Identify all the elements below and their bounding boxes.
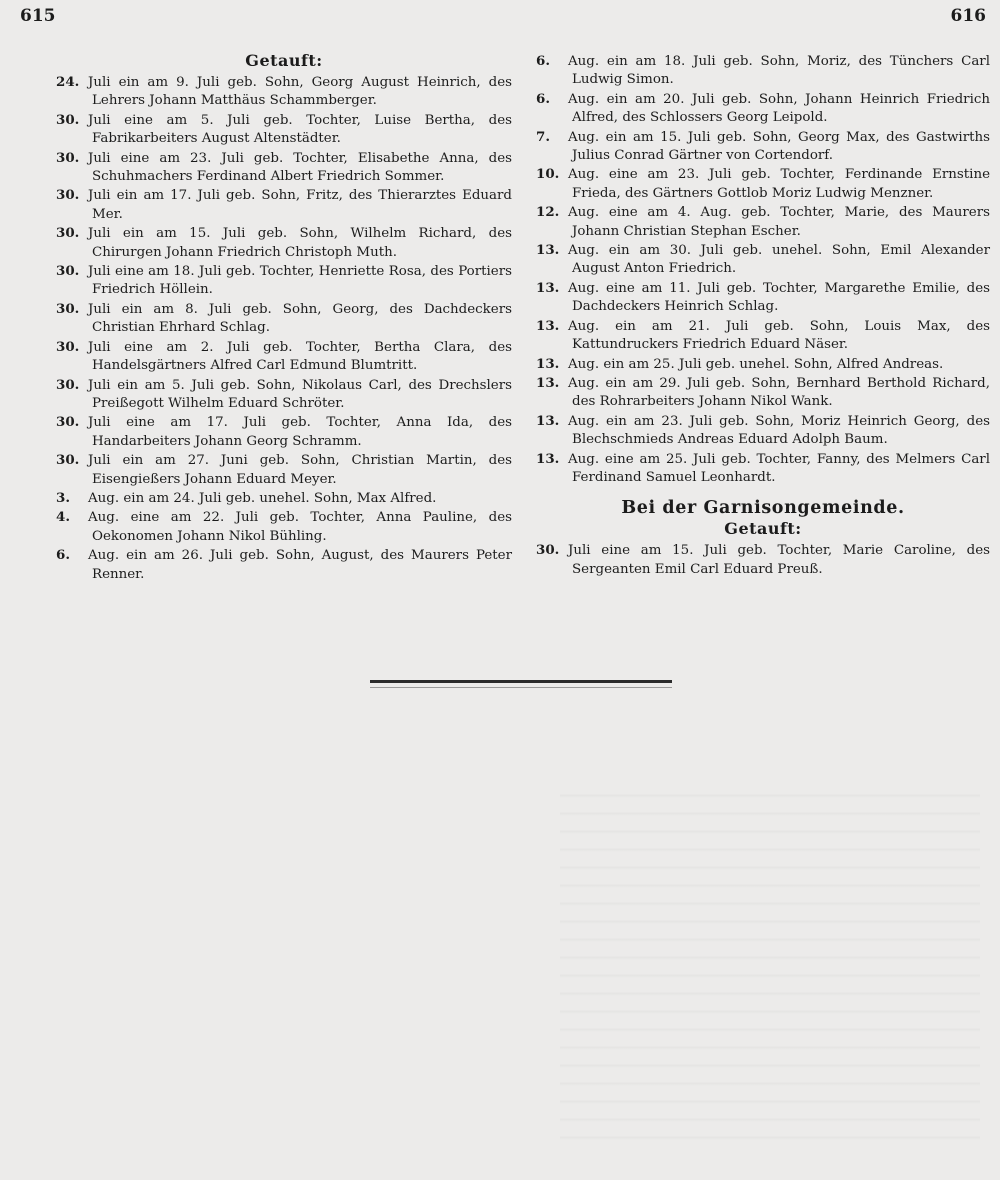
entry-text: Aug. ein am 24. Juli geb. unehel. Sohn, Max Alfred. <box>88 490 437 506</box>
page-number-left: 615 <box>20 6 56 26</box>
entry-date: 30. <box>56 300 80 317</box>
baptism-entry <box>56 338 512 376</box>
entry-date: 30. <box>536 542 560 559</box>
baptism-entry <box>536 203 990 241</box>
entry-text: Aug. eine am 4. Aug. geb. Tochter, Marie, des Maurers Johann Christian Stephan Escher. <box>568 205 990 239</box>
baptism-entry <box>536 279 990 317</box>
baptism-entry <box>536 541 990 579</box>
entry-date: 7. <box>536 128 550 145</box>
entry-text: Juli ein am 9. Juli geb. Sohn, Georg August Heinrich, des Lehrers Johann Matthäus Schammberger. <box>88 75 512 109</box>
baptism-list-garrison <box>536 541 990 579</box>
entry-date: 30. <box>56 187 80 204</box>
baptism-entry <box>536 374 990 412</box>
entry-text: Juli ein am 15. Juli geb. Sohn, Wilhelm Richard, des Chirurgen Johann Friedrich Christoph Muth. <box>88 226 512 260</box>
baptism-list-right <box>536 52 990 487</box>
entry-date: 13. <box>536 242 560 259</box>
entry-date: 30. <box>56 338 80 355</box>
entry-text: Juli ein am 17. Juli geb. Sohn, Fritz, des Thierarztes Eduard Mer. <box>88 188 512 222</box>
baptism-entry <box>56 300 512 338</box>
section-divider-shadow <box>370 687 672 688</box>
entry-date: 13. <box>536 450 560 467</box>
baptism-entry <box>536 241 990 279</box>
entry-date: 13. <box>536 317 560 334</box>
baptism-entry <box>536 52 990 90</box>
entry-date: 30. <box>56 263 80 280</box>
baptism-entry <box>536 450 990 488</box>
entry-text: Aug. ein am 29. Juli geb. Sohn, Bernhard Berthold Richard, des Rohrarbeiters Johann Nikol Wank. <box>568 375 990 410</box>
entry-text: Aug. ein am 26. Juli geb. Sohn, August, des Maurers Peter Renner. <box>88 548 512 582</box>
entry-date: 12. <box>536 204 560 221</box>
entry-date: 6. <box>536 90 550 107</box>
bleed-through-texture <box>560 780 980 1140</box>
entry-date: 30. <box>56 149 80 166</box>
entry-date: 13. <box>536 374 560 391</box>
entry-date: 30. <box>56 376 80 393</box>
baptism-entry <box>56 111 512 149</box>
baptism-entry <box>536 90 990 128</box>
baptism-entry <box>56 451 512 489</box>
entry-date: 6. <box>536 53 550 69</box>
entry-date: 4. <box>56 509 70 526</box>
entry-date: 30. <box>56 225 80 242</box>
entry-text: Juli ein am 8. Juli geb. Sohn, Georg, des Dachdeckers Christian Ehrhard Schlag. <box>88 301 512 336</box>
entry-text: Juli eine am 17. Juli geb. Tochter, Anna Ida, des Handarbeiters Johann Georg Schramm. <box>88 415 512 449</box>
garrison-subheading: Getauft: <box>724 519 802 539</box>
entry-text: Juli eine am 2. Juli geb. Tochter, Bertha Clara, des Handelsgärtners Alfred Carl Edmund Blumtritt. <box>88 339 512 374</box>
entry-date: 10. <box>536 166 560 183</box>
baptism-entry <box>56 376 512 414</box>
entry-text: Juli ein am 27. Juni geb. Sohn, Christian Martin, des Eisengießers Johann Eduard Meyer. <box>88 453 512 487</box>
entry-date: 13. <box>536 355 560 372</box>
entry-text: Aug. ein am 21. Juli geb. Sohn, Louis Max, des Kattundruckers Friedrich Eduard Näser. <box>568 318 990 353</box>
entry-text: Aug. ein am 30. Juli geb. unehel. Sohn, Emil Alexander August Anton Friedrich. <box>568 243 990 277</box>
entry-text: Aug. ein am 23. Juli geb. Sohn, Moriz Heinrich Georg, des Blechschmieds Andreas Eduard Adolph Baum. <box>568 413 990 448</box>
page-number-right: 616 <box>950 6 986 26</box>
entry-text: Aug. eine am 22. Juli geb. Tochter, Anna Pauline, des Oekonomen Johann Nikol Bühling. <box>88 510 512 544</box>
entry-date: 6. <box>56 547 70 564</box>
entry-text: Juli ein am 5. Juli geb. Sohn, Nikolaus Carl, des Drechslers Preißegott Wilhelm Eduard Schröter. <box>88 377 512 411</box>
entry-text: Juli eine am 18. Juli geb. Tochter, Henriette Rosa, des Portiers Friedrich Höllein. <box>88 264 512 298</box>
entry-date: 13. <box>536 412 560 429</box>
entry-text: Aug. ein am 15. Juli geb. Sohn, Georg Max, des Gastwirths Julius Conrad Gärtner von Cortendorf. <box>568 129 990 164</box>
section-divider <box>370 680 672 683</box>
entry-date: 30. <box>56 452 80 469</box>
baptism-list-left <box>56 73 512 584</box>
left-column <box>56 52 512 584</box>
entry-text: Aug. eine am 25. Juli geb. Tochter, Fanny, des Melmers Carl Ferdinand Samuel Leonhardt. <box>568 451 990 485</box>
section-heading-baptized: Getauft: <box>245 51 323 70</box>
baptism-entry <box>536 128 990 166</box>
baptism-entry <box>56 546 512 584</box>
entry-date: 24. <box>56 74 80 90</box>
baptism-entry <box>56 224 512 262</box>
entry-text: Aug. ein am 25. Juli geb. unehel. Sohn, Alfred Andreas. <box>568 356 944 372</box>
entry-date: 13. <box>536 279 560 296</box>
baptism-entry <box>536 355 990 374</box>
entry-date: 3. <box>56 489 70 506</box>
baptism-entry <box>536 165 990 203</box>
entry-date: 30. <box>56 111 80 128</box>
baptism-entry <box>536 412 990 450</box>
baptism-entry <box>56 186 512 224</box>
entry-text: Aug. eine am 11. Juli geb. Tochter, Margarethe Emilie, des Dachdeckers Heinrich Schlag. <box>568 280 990 315</box>
garrison-heading: Bei der Garnisongemeinde. <box>621 498 905 519</box>
entry-text: Juli eine am 5. Juli geb. Tochter, Luise Bertha, des Fabrikarbeiters August Altenstädter. <box>88 112 512 147</box>
entry-date: 30. <box>56 414 80 431</box>
entry-text: Aug. ein am 20. Juli geb. Sohn, Johann Heinrich Friedrich Alfred, des Schlossers Georg Leipold. <box>568 91 990 126</box>
baptism-entry <box>56 73 512 111</box>
baptism-entry <box>536 317 990 355</box>
baptism-entry <box>56 262 512 300</box>
entry-text: Juli eine am 23. Juli geb. Tochter, Elisabethe Anna, des Schuhmachers Ferdinand Albert Friedrich Sommer. <box>88 150 512 185</box>
entry-text: Aug. ein am 18. Juli geb. Sohn, Moriz, des Tünchers Carl Ludwig Simon. <box>568 54 990 88</box>
right-column <box>536 52 990 579</box>
entry-text: Juli eine am 15. Juli geb. Tochter, Marie Caroline, des Sergeanten Emil Carl Eduard Preuß. <box>568 543 990 577</box>
baptism-entry <box>56 508 512 546</box>
entry-text: Aug. eine am 23. Juli geb. Tochter, Ferdinande Ernstine Frieda, des Gärtners Gottlob Moriz Ludwig Menzner. <box>568 167 990 201</box>
baptism-entry <box>56 413 512 451</box>
baptism-entry <box>56 489 512 508</box>
baptism-entry <box>56 149 512 187</box>
